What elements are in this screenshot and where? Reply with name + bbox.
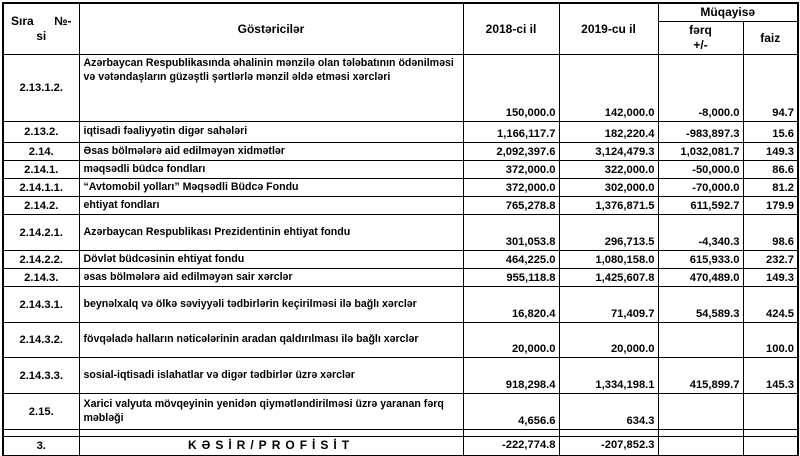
- row-diff-cell: 615,933.0: [658, 251, 743, 269]
- header-year-2019: 2019-cu il: [559, 3, 658, 55]
- row-label-cell: KƏSİR/PROFİSİT: [79, 437, 463, 456]
- row-label-cell: iqtisadi fəaliyyətin digər sahələri: [79, 122, 463, 143]
- row-code-cell: 2.13.1.2.: [3, 55, 79, 122]
- row-code-cell: [3, 430, 79, 437]
- row-label-cell: fövqəladə halların nəticələrinin aradan qaldırılması ilə bağlı xərclər: [79, 323, 463, 358]
- row-code-cell: 2.14.2.: [3, 197, 79, 215]
- table-row: [3, 55, 798, 122]
- row-diff-cell: 54,589.3: [658, 287, 743, 323]
- row-2019-cell: 302,000.0: [559, 179, 658, 197]
- row-diff-cell: -4,340.3: [658, 215, 743, 251]
- row-percent-cell: 98.6: [743, 215, 798, 251]
- row-label-cell: Əsas bölmələrə aid edilməyən xidmətlər: [79, 143, 463, 161]
- table-row: [3, 215, 798, 251]
- table-row: [3, 122, 798, 143]
- header-percent: faiz: [743, 22, 798, 55]
- row-2019-cell: 71,409.7: [559, 287, 658, 323]
- row-2018-cell: 955,118.8: [463, 269, 559, 287]
- row-label-cell: Azərbaycan Respublikasında əhalinin mənzilə olan tələbatının ödənilməsi və vətəndaşların güzəştli şərtlərlə mənzil əldə etməsi xərcləri: [79, 55, 463, 122]
- row-2018-cell: 372,000.0: [463, 161, 559, 179]
- row-code-cell: 2.14.2.1.: [3, 215, 79, 251]
- table-row: [3, 437, 798, 456]
- row-diff-cell: 1,032,081.7: [658, 143, 743, 161]
- row-percent-cell: 94.7: [743, 55, 798, 122]
- row-diff-cell: [658, 394, 743, 430]
- row-diff-cell: 415,899.7: [658, 358, 743, 394]
- row-percent-cell: 149.3: [743, 143, 798, 161]
- row-code-cell: 2.14.: [3, 143, 79, 161]
- row-label-cell: [79, 430, 463, 437]
- table-row: [3, 179, 798, 197]
- header-difference-line1: fərq: [689, 23, 712, 37]
- row-code-cell: 2.14.2.2.: [3, 251, 79, 269]
- row-2019-cell: 1,425,607.8: [559, 269, 658, 287]
- row-percent-cell: [743, 430, 798, 437]
- header-sira-word1: Sıra: [11, 14, 34, 28]
- row-percent-cell: 145.3: [743, 358, 798, 394]
- table-row: [3, 358, 798, 394]
- row-label-cell: sosial-iqtisadi islahatlar və digər tədbirlər üzrə xərclər: [79, 358, 463, 394]
- row-2018-cell: 301,053.8: [463, 215, 559, 251]
- header-comparison: Müqayisə: [658, 3, 798, 22]
- header-difference-line2: +/-: [693, 38, 708, 52]
- row-2019-cell: 1,376,871.5: [559, 197, 658, 215]
- table-row: [3, 269, 798, 287]
- row-diff-cell: 470,489.0: [658, 269, 743, 287]
- row-diff-cell: -983,897.3: [658, 122, 743, 143]
- row-percent-cell: 81.2: [743, 179, 798, 197]
- row-percent-cell: 86.6: [743, 161, 798, 179]
- row-2018-cell: 2,092,397.6: [463, 143, 559, 161]
- row-2018-cell: 918,298.4: [463, 358, 559, 394]
- row-percent-cell: 149.3: [743, 269, 798, 287]
- row-code-cell: 2.14.3.3.: [3, 358, 79, 394]
- row-diff-cell: -70,000.0: [658, 179, 743, 197]
- row-code-cell: 2.13.2.: [3, 122, 79, 143]
- table-row: [3, 323, 798, 358]
- header-sira-word2: №-: [54, 14, 72, 28]
- row-label-cell: “Avtomobil yolları” Məqsədli Büdcə Fondu: [79, 179, 463, 197]
- row-2019-cell: 634.3: [559, 394, 658, 430]
- row-2018-cell: 16,820.4: [463, 287, 559, 323]
- row-2019-cell: 1,080,158.0: [559, 251, 658, 269]
- row-percent-cell: 100.0: [743, 323, 798, 358]
- row-diff-cell: 611,592.7: [658, 197, 743, 215]
- row-percent-cell: 179.9: [743, 197, 798, 215]
- row-2018-cell: 1,166,117.7: [463, 122, 559, 143]
- table-row: [3, 430, 798, 437]
- table-row: [3, 287, 798, 323]
- row-2019-cell: 1,334,198.1: [559, 358, 658, 394]
- row-2019-cell: -207,852.3: [559, 437, 658, 456]
- row-label-cell: beynəlxalq və ölkə səviyyəli tədbirlərin keçirilməsi ilə bağlı xərclər: [79, 287, 463, 323]
- row-diff-cell: -50,000.0: [658, 161, 743, 179]
- row-label-cell: Dövlət büdcəsinin ehtiyat fondu: [79, 251, 463, 269]
- row-2018-cell: 372,000.0: [463, 179, 559, 197]
- row-code-cell: 2.14.1.: [3, 161, 79, 179]
- row-2019-cell: 296,713.5: [559, 215, 658, 251]
- table-row: [3, 143, 798, 161]
- table-row: [3, 197, 798, 215]
- table-header: [3, 3, 798, 55]
- row-code-cell: 2.15.: [3, 394, 79, 430]
- row-2018-cell: 464,225.0: [463, 251, 559, 269]
- table-body: [3, 55, 798, 456]
- row-2019-cell: 142,000.0: [559, 55, 658, 122]
- row-2019-cell: 20,000.0: [559, 323, 658, 358]
- row-label-cell: əsas bölmələrə aid edilməyən sair xərclər: [79, 269, 463, 287]
- row-code-cell: 2.14.3.1.: [3, 287, 79, 323]
- row-2018-cell: 150,000.0: [463, 55, 559, 122]
- row-2019-cell: 322,000.0: [559, 161, 658, 179]
- row-2018-cell: 4,656.6: [463, 394, 559, 430]
- header-indicators: Göstəricilər: [79, 3, 463, 55]
- table-row: [3, 161, 798, 179]
- row-2018-cell: -222,774.8: [463, 437, 559, 456]
- row-code-cell: 2.14.3.2.: [3, 323, 79, 358]
- row-2019-cell: 3,124,479.3: [559, 143, 658, 161]
- row-diff-cell: [658, 437, 743, 456]
- row-percent-cell: 232.7: [743, 251, 798, 269]
- row-percent-cell: 15.6: [743, 122, 798, 143]
- row-2018-cell: [463, 430, 559, 437]
- row-percent-cell: [743, 394, 798, 430]
- row-diff-cell: -8,000.0: [658, 55, 743, 122]
- row-diff-cell: [658, 430, 743, 437]
- row-label-cell: məqsədli büdcə fondları: [79, 161, 463, 179]
- header-sira-line2: si: [36, 29, 47, 43]
- header-year-2018: 2018-ci il: [463, 3, 559, 55]
- row-percent-cell: 424.5: [743, 287, 798, 323]
- row-percent-cell: [743, 437, 798, 456]
- row-code-cell: 2.14.3.: [3, 269, 79, 287]
- row-2018-cell: 20,000.0: [463, 323, 559, 358]
- row-label-cell: Azərbaycan Respublikası Prezidentinin ehtiyat fondu: [79, 215, 463, 251]
- row-label-cell: Xarici valyuta mövqeyinin yenidən qiymətləndirilməsi üzrə yaranan fərq məbləği: [79, 394, 463, 430]
- row-code-cell: 2.14.1.1.: [3, 179, 79, 197]
- header-sira-number: [3, 3, 79, 55]
- table-row: [3, 394, 798, 430]
- row-code-cell: 3.: [3, 437, 79, 456]
- table-row: [3, 251, 798, 269]
- header-difference: [658, 22, 743, 55]
- row-diff-cell: [658, 323, 743, 358]
- row-2018-cell: 765,278.8: [463, 197, 559, 215]
- row-2019-cell: [559, 430, 658, 437]
- row-label-cell: ehtiyat fondları: [79, 197, 463, 215]
- row-2019-cell: 182,220.4: [559, 122, 658, 143]
- budget-table: [2, 2, 799, 456]
